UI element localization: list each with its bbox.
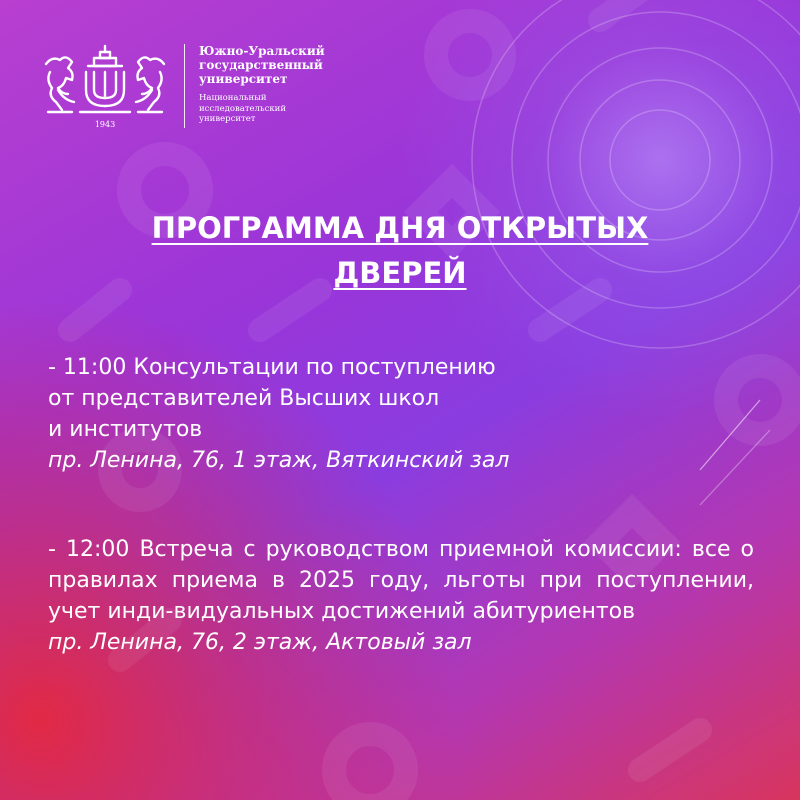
logo-divider — [184, 44, 185, 128]
program-item-text: - 12:00 Встреча с руководством приемной комиссии: все о правилах приема в 2025 году, льготы при поступлении, учет инди-видуальных достижений абитуриентов — [48, 537, 754, 624]
program-item-address: пр. Ленина, 76, 2 этаж, Актовый зал — [48, 630, 472, 655]
program-item — [48, 352, 754, 476]
program-item-text: - 11:00 Консультации по поступлению от представителей Высших школ и институтов — [48, 355, 496, 442]
page-title: ПРОГРАММА ДНЯ ОТКРЫТЫХ ДВЕРЕЙ — [151, 211, 649, 290]
university-status: Национальный исследовательский университет — [199, 93, 286, 124]
university-logo-text — [199, 44, 379, 125]
emblem-year: 1943 — [94, 120, 116, 129]
program-item — [48, 534, 754, 658]
university-emblem — [40, 42, 170, 132]
program-item-address: пр. Ленина, 76, 1 этаж, Вяткинский зал — [48, 448, 510, 473]
university-name: Южно-Уральский государственный университет — [199, 44, 325, 86]
